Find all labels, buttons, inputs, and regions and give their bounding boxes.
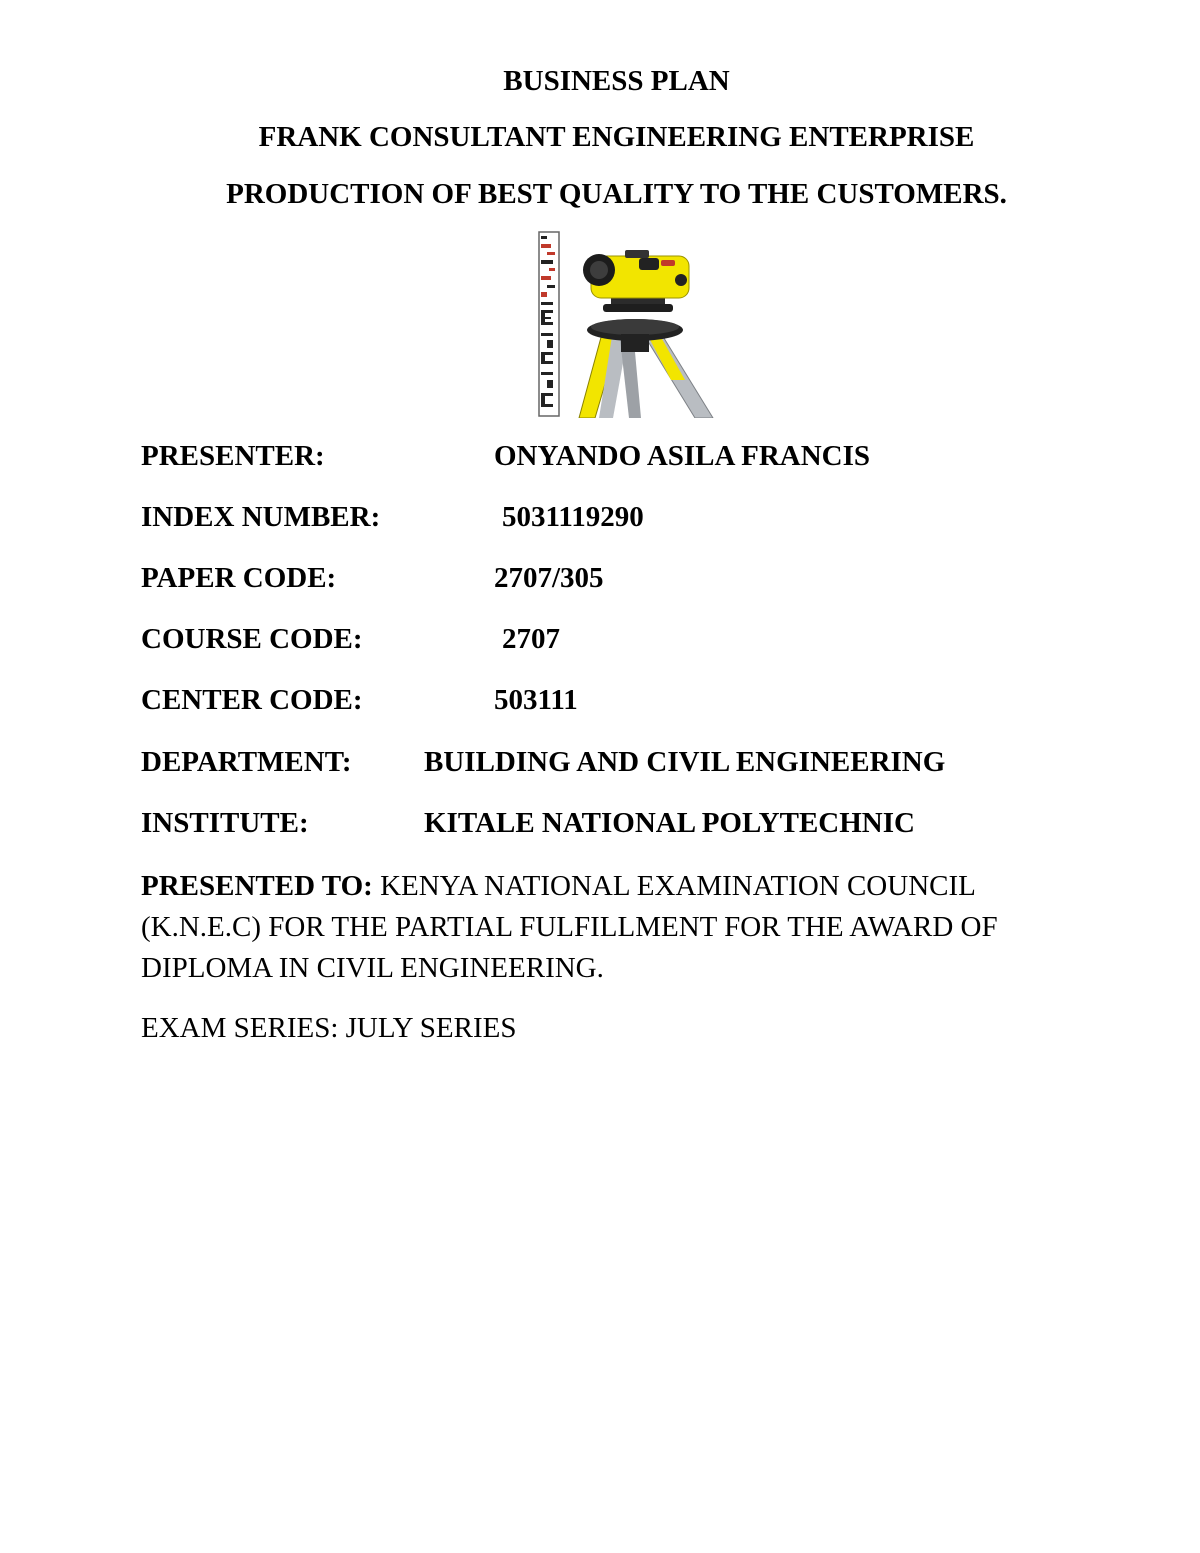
department-label: DEPARTMENT:	[141, 746, 352, 778]
enterprise-name: FRANK CONSULTANT ENGINEERING ENTERPRISE	[258, 121, 975, 153]
course-code-value: 2707	[502, 623, 560, 655]
department-value: BUILDING AND CIVIL ENGINEERING	[424, 746, 946, 778]
presenter-label: PRESENTER:	[141, 440, 325, 472]
index-number-label: INDEX NUMBER:	[141, 501, 381, 533]
center-code-value: 503111	[494, 684, 578, 716]
institute-value: KITALE NATIONAL POLYTECHNIC	[424, 807, 915, 839]
paper-code-label: PAPER CODE:	[141, 562, 337, 594]
leveling-staff-icon	[539, 232, 559, 416]
presented-to-text: KENYA NATIONAL EXAMINATION COUNCIL (K.N.E.C) FOR THE PARTIAL FULFILLMENT FOR THE AWARD OF DIPLOMA IN CIVIL ENGINEERING.	[141, 870, 998, 984]
presented-to-paragraph	[141, 866, 1101, 989]
surveying-level-and-staff-icon	[533, 230, 718, 418]
index-number-value: 5031119290	[502, 501, 644, 533]
institute-label: INSTITUTE:	[141, 807, 309, 839]
document-title: BUSINESS PLAN	[503, 65, 730, 97]
center-code-label: CENTER CODE:	[141, 684, 363, 716]
presenter-value: ONYANDO ASILA FRANCIS	[494, 440, 871, 472]
enterprise-tagline: PRODUCTION OF BEST QUALITY TO THE CUSTOMERS.	[226, 178, 1007, 210]
tripod-icon	[579, 319, 713, 418]
course-code-label: COURSE CODE:	[141, 623, 363, 655]
presented-to-label: PRESENTED TO:	[141, 870, 373, 902]
paper-code-value: 2707/305	[494, 562, 604, 594]
exam-series: EXAM SERIES: JULY SERIES	[141, 1012, 517, 1044]
auto-level-instrument-icon	[583, 250, 689, 312]
